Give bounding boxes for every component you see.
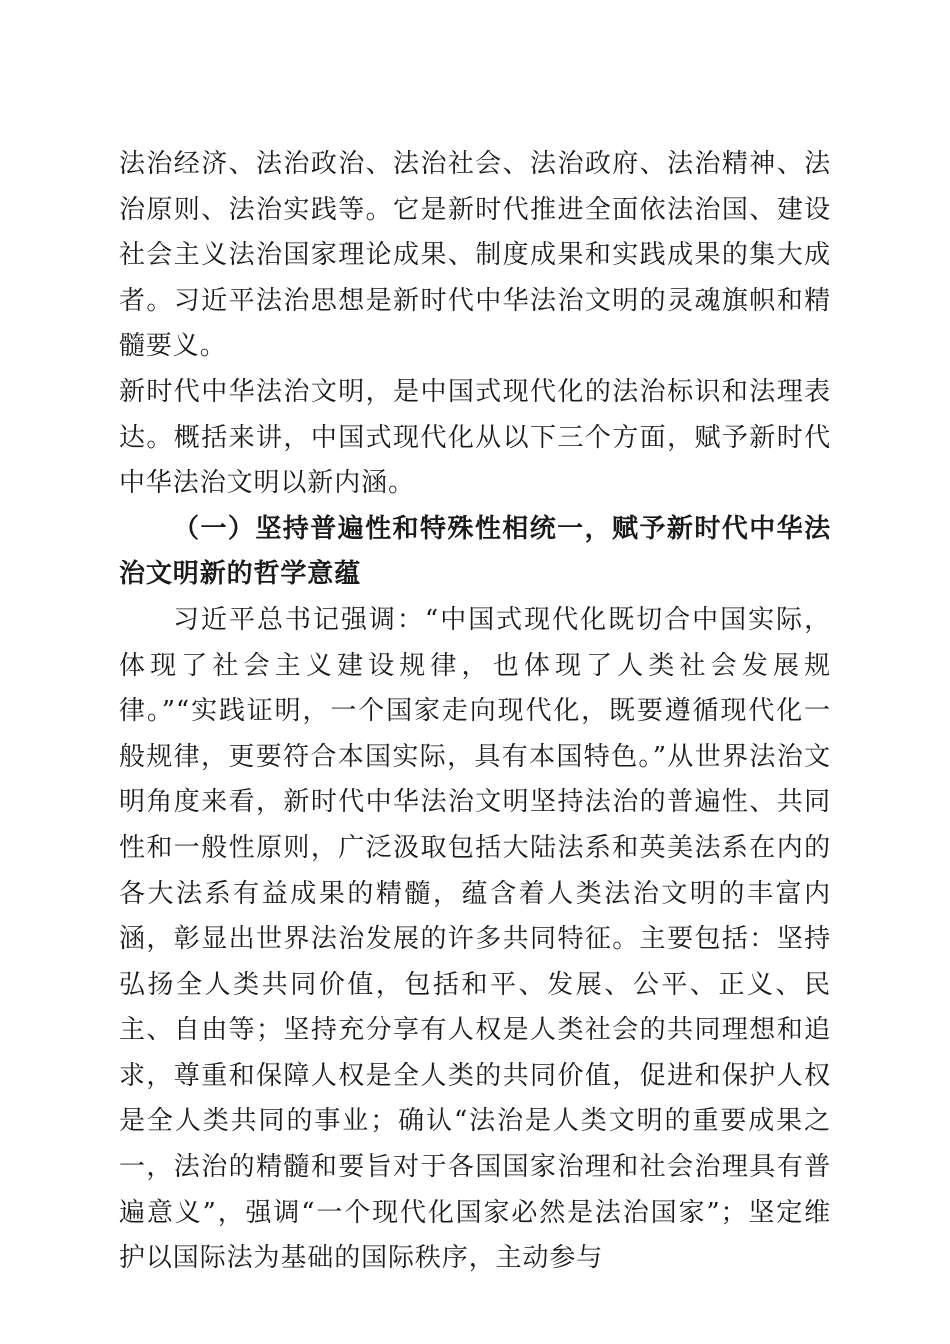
section-heading: （一）坚持普遍性和特殊性相统一，赋予新时代中华法治文明新的哲学意蕴 bbox=[119, 513, 831, 590]
paragraph-continuation: 法治经济、法治政治、法治社会、法治政府、法治精神、法治原则、法治实践等。它是新时代推进全面依法治国、建设社会主义法治国家理论成果、制度成果和实践成果的集大成者。习近平法治思想是新时代中华法治文明的灵魂旗帜和精髓要义。 bbox=[119, 149, 831, 362]
document-body bbox=[119, 142, 831, 1282]
paragraph-body: 习近平总书记强调：“中国式现代化既切合中国实际，体现了社会主义建设规律，也体现了人类社会发展规律。”“实践证明，一个国家走向现代化，既要遵循现代化一般规律，更要符合本国实际，具有本国特色。”从世界法治文明角度来看，新时代中华法治文明坚持法治的普遍性、共同性和一般性原则，广泛汲取包括大陆法系和英美法系在内的各大法系有益成果的精髓，蕴含着人类法治文明的丰富内涵，彰显出世界法治发展的许多共同特征。主要包括：坚持弘扬全人类共同价值，包括和平、发展、公平、正义、民主、自由等；坚持充分享有人权是人类社会的共同理想和追求，尊重和保障人权是全人类的共同价值，促进和保护人权是全人类共同的事业；确认“法治是人类文明的重要成果之一，法治的精髓和要旨对于各国国家治理和社会治理具有普遍意义”，强调“一个现代化国家必然是法治国家”；坚定维护以国际法为基础的国际秩序，主动参与 bbox=[119, 604, 831, 1274]
paragraph-intro: 新时代中华法治文明，是中国式现代化的法治标识和法理表达。概括来讲，中国式现代化从以下三个方面，赋予新时代中华法治文明以新内涵。 bbox=[119, 376, 831, 499]
